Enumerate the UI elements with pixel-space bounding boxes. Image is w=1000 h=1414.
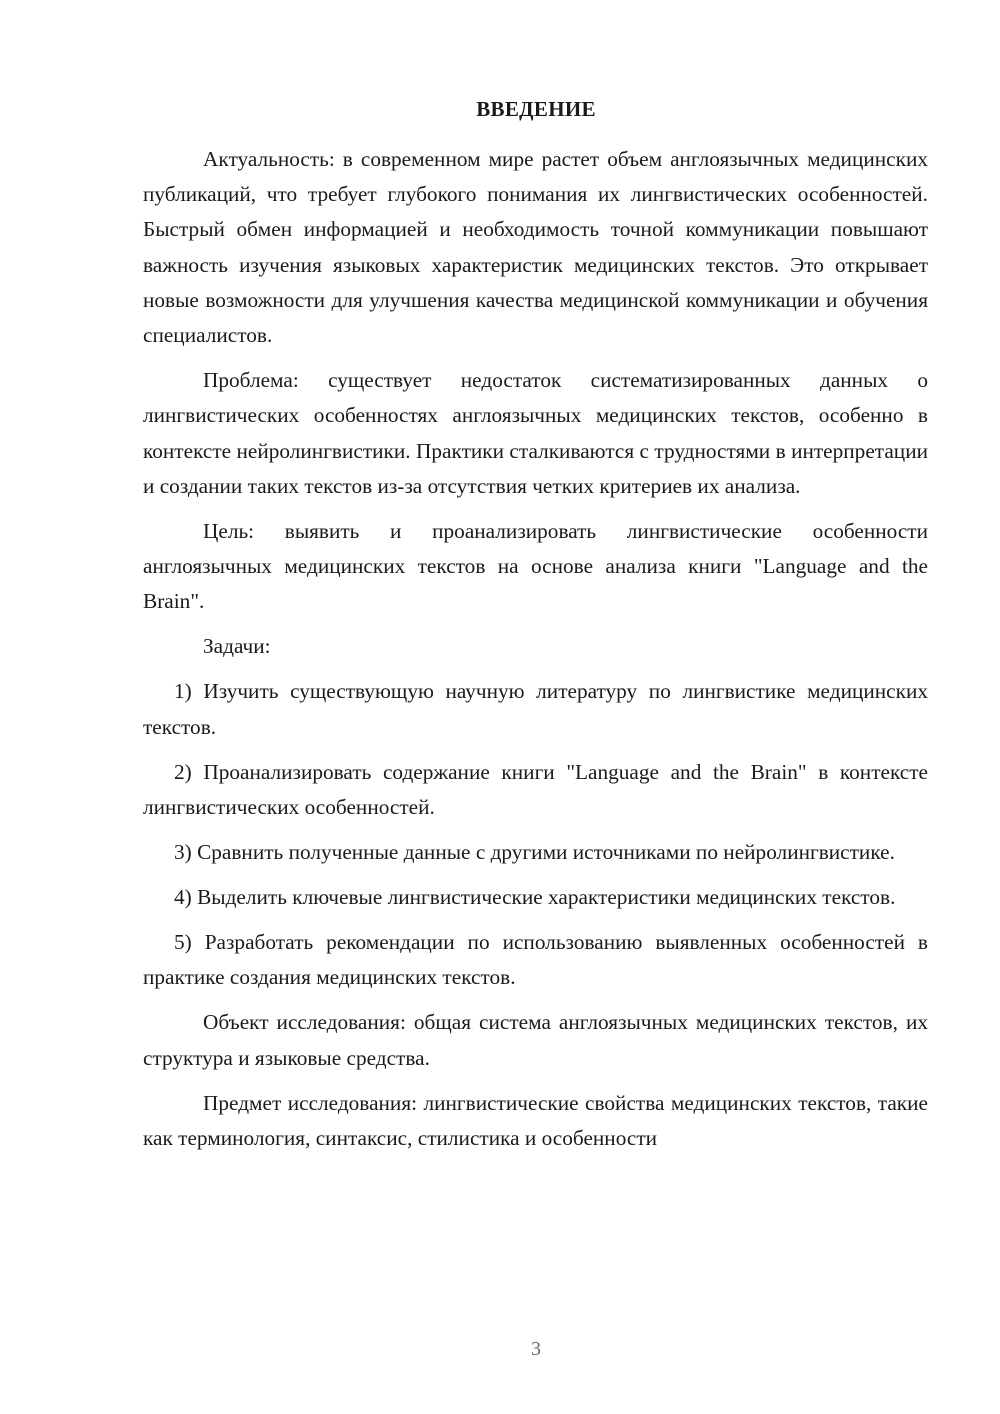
paragraph-relevance: Актуальность: в современном мире растет объем англоязычных медицинских публикаций, что требует глубокого понимания их лингвистических особенностей. Быстрый обмен информацией и необходимость точной коммуникации повышают важность изучения языковых характеристик медицинских текстов. Это открывает новые возможности для улучшения качества медицинской коммуникации и обучения специалистов. [143,147,928,348]
task-item-2: 2) Проанализировать содержание книги "Language and the Brain" в контексте лингвистических особенностей. [143,759,928,819]
page-number: 3 [531,1338,541,1360]
task-item-5: 5) Разработать рекомендации по использованию выявленных особенностей в практике создания медицинских текстов. [143,930,928,990]
paragraph-object: Объект исследования: общая система англоязычных медицинских текстов, их структура и языковые средства. [143,1010,928,1070]
task-item-4: 4) Выделить ключевые лингвистические характеристики медицинских текстов. [174,885,896,910]
body-text [143,142,928,1156]
page-title: ВВЕДЕНИЕ [476,97,596,121]
paragraph-problem: Проблема: существует недостаток систематизированных данных о лингвистических особенностях англоязычных медицинских текстов, особенно в контексте нейролингвистики. Практики сталкиваются с трудностями в интерпретации и создании таких текстов из-за отсутствия четких критериев их анализа. [143,368,928,498]
paragraph-goal: Цель: выявить и проанализировать лингвистические особенности англоязычных медицинских текстов на основе анализа книги "Language and the Brain". [143,518,928,614]
paragraph-tasks-heading: Задачи: [203,634,271,659]
paragraph-subject: Предмет исследования: лингвистические свойства медицинских текстов, такие как терминология, синтаксис, стилистика и особенности [143,1090,928,1150]
task-item-1: 1) Изучить существующую научную литературу по лингвистике медицинских текстов. [143,679,928,739]
task-item-3: 3) Сравнить полученные данные с другими источниками по нейролингвистике. [174,840,895,864]
